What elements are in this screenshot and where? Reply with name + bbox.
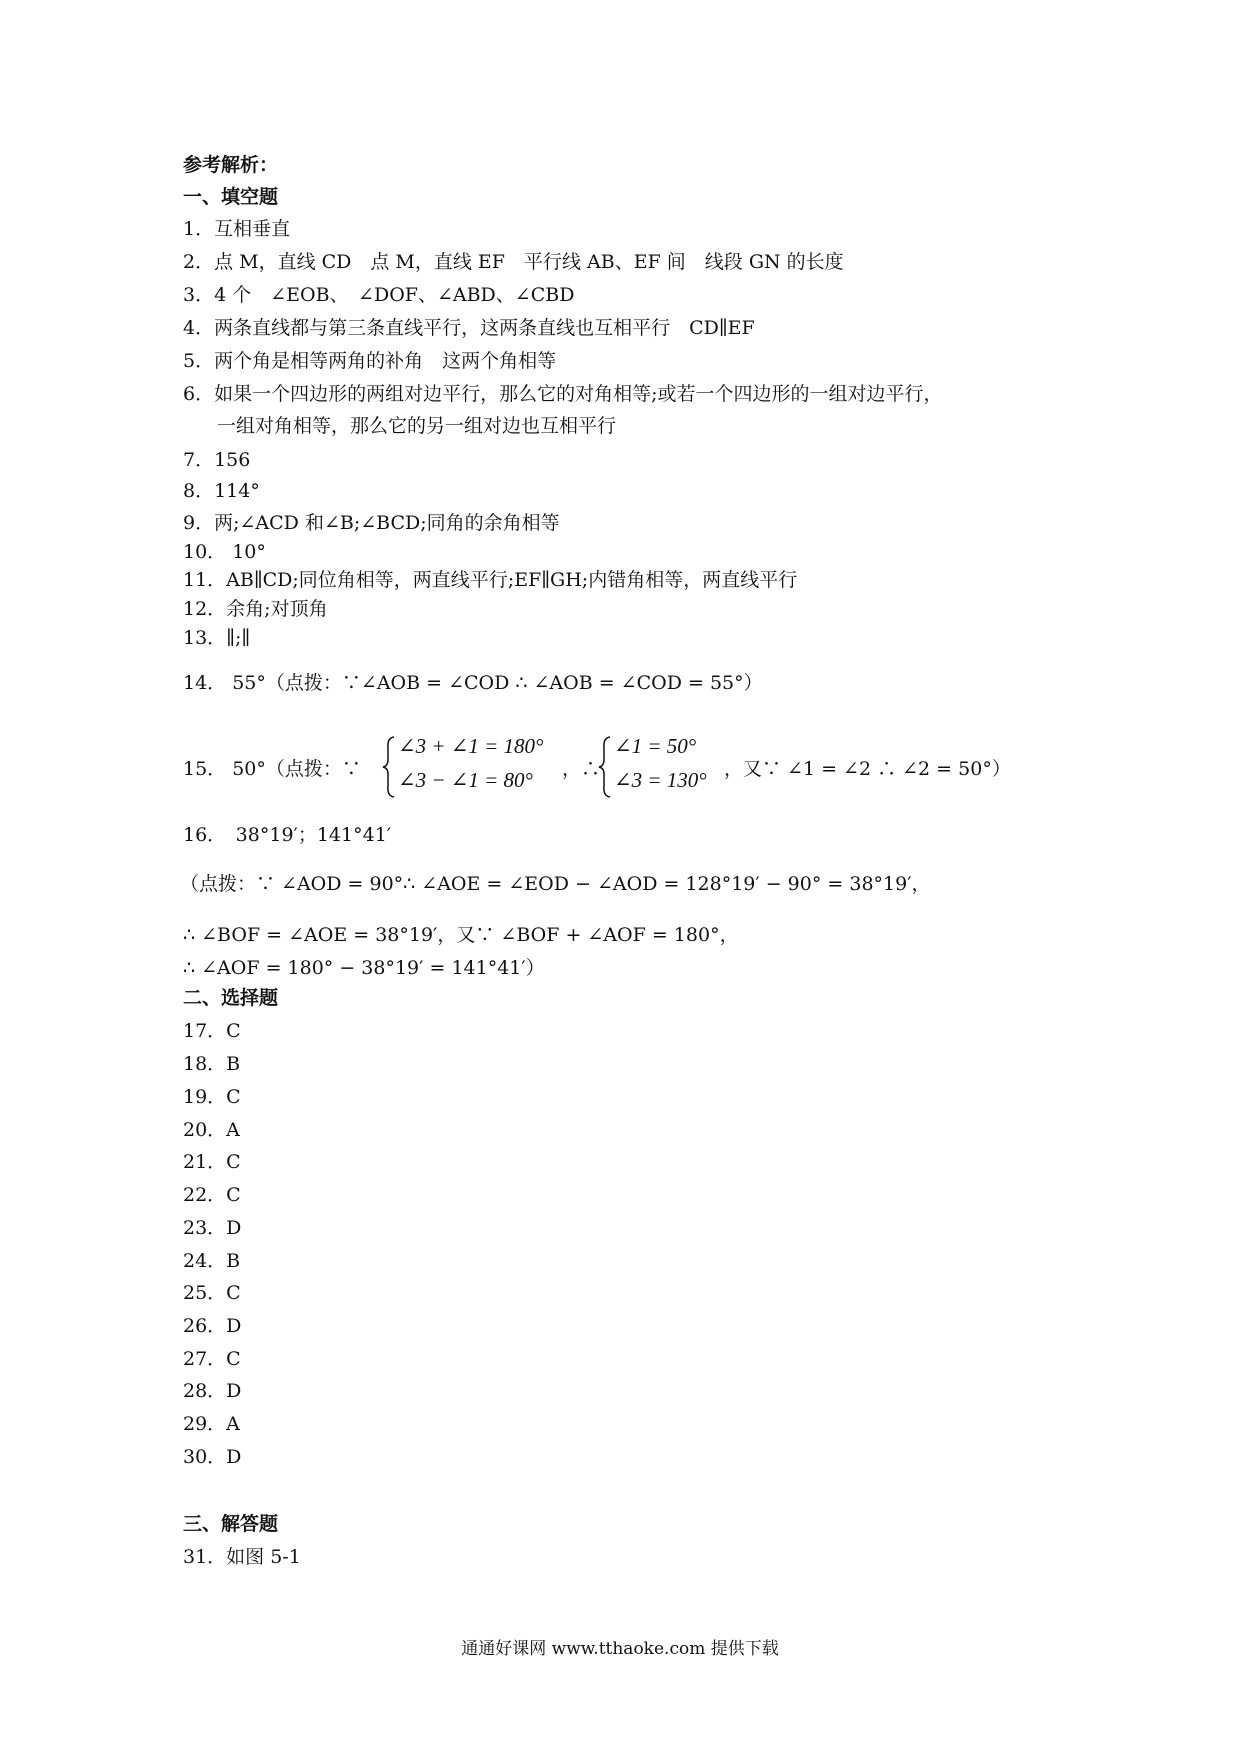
choice-item: 26．D [183,1315,242,1337]
q15-system1-eq1: ∠3 + ∠1 = 180° [398,734,544,758]
q16-hint-line: ∴ ∠AOF = 180° − 38°19′ = 141°41′） [183,957,545,979]
fill-item: 10． 10° [183,541,266,563]
page-footer: 通通好课网 www.tthaoke.com 提供下载 [461,1639,779,1659]
choice-item: 30．D [183,1446,242,1468]
fill-item: 8．114° [183,480,260,502]
q16-answer: 16． 38°19′；141°41′ [183,824,392,846]
choice-item: 29．A [183,1413,240,1435]
q15-suffix: ，又∵ ∠1 = ∠2 ∴ ∠2 = 50°） [724,758,1011,780]
fill-item: 2．点 M，直线 CD 点 M，直线 EF 平行线 AB、EF 间 线段 GN 的长度 [183,251,844,273]
q15-system1-eq2: ∠3 − ∠1 = 80° [398,768,533,792]
choice-item: 25．C [183,1282,241,1304]
choice-item: 17．C [183,1020,241,1042]
fill-item: 11．AB∥CD;同位角相等，两直线平行;EF∥GH;内错角相等，两直线平行 [183,569,798,591]
left-brace-icon [382,736,396,798]
choice-item: 20．A [183,1119,240,1141]
fill-item: 7．156 [183,449,251,471]
choice-item: 22．C [183,1184,241,1206]
q15-system2-eq2: ∠3 = 130° [614,768,707,792]
q15-system2-eq1: ∠1 = 50° [614,734,697,758]
fill-item: 9．两;∠ACD 和∠B;∠BCD;同角的余角相等 [183,512,560,534]
choice-item: 27．C [183,1348,241,1370]
choice-item: 23．D [183,1217,242,1239]
page-title: 参考解析： [183,154,279,176]
q16-hint-line: ∴ ∠BOF = ∠AOE = 38°19′，又∵ ∠BOF + ∠AOF = 180°， [183,924,739,946]
fill-item: 13．∥;∥ [183,627,251,649]
q15-prefix: 15． 50°（点拨：∵ [183,758,361,780]
section-heading-fill: 一、填空题 [183,186,279,208]
q15-therefore: ，∴ [562,758,601,780]
fill-item: 4．两条直线都与第三条直线平行，这两条直线也互相平行 CD∥EF [183,317,755,339]
q16-hint-line: （点拨：∵ ∠AOD = 90°∴ ∠AOE = ∠EOD − ∠AOD = 128°19′ − 90° = 38°19′， [180,873,931,895]
q14-answer: 14． 55°（点拨：∵∠AOB = ∠COD ∴ ∠AOB = ∠COD = 55°） [183,672,763,694]
answer-item: 31．如图 5-1 [183,1546,301,1568]
fill-item: 6．如果一个四边形的两组对边平行，那么它的对角相等;或若一个四边形的一组对边平行， [183,383,943,405]
fill-item: 5．两个角是相等两角的补角 这两个角相等 [183,350,557,372]
fill-item: 1．互相垂直 [183,218,291,240]
choice-item: 19．C [183,1086,241,1108]
choice-item: 28．D [183,1380,242,1402]
fill-item-continued: 一组对角相等，那么它的另一组对边也互相平行 [217,415,617,437]
choice-item: 21．C [183,1151,241,1173]
section-heading-answer: 三、解答题 [183,1513,279,1535]
choice-item: 24．B [183,1250,241,1272]
left-brace-icon [598,736,612,798]
section-heading-choice: 二、选择题 [183,987,279,1009]
fill-item: 12．余角;对顶角 [183,598,328,620]
choice-item: 18．B [183,1053,241,1075]
fill-item: 3．4 个 ∠EOB、 ∠DOF、∠ABD、∠CBD [183,284,575,306]
